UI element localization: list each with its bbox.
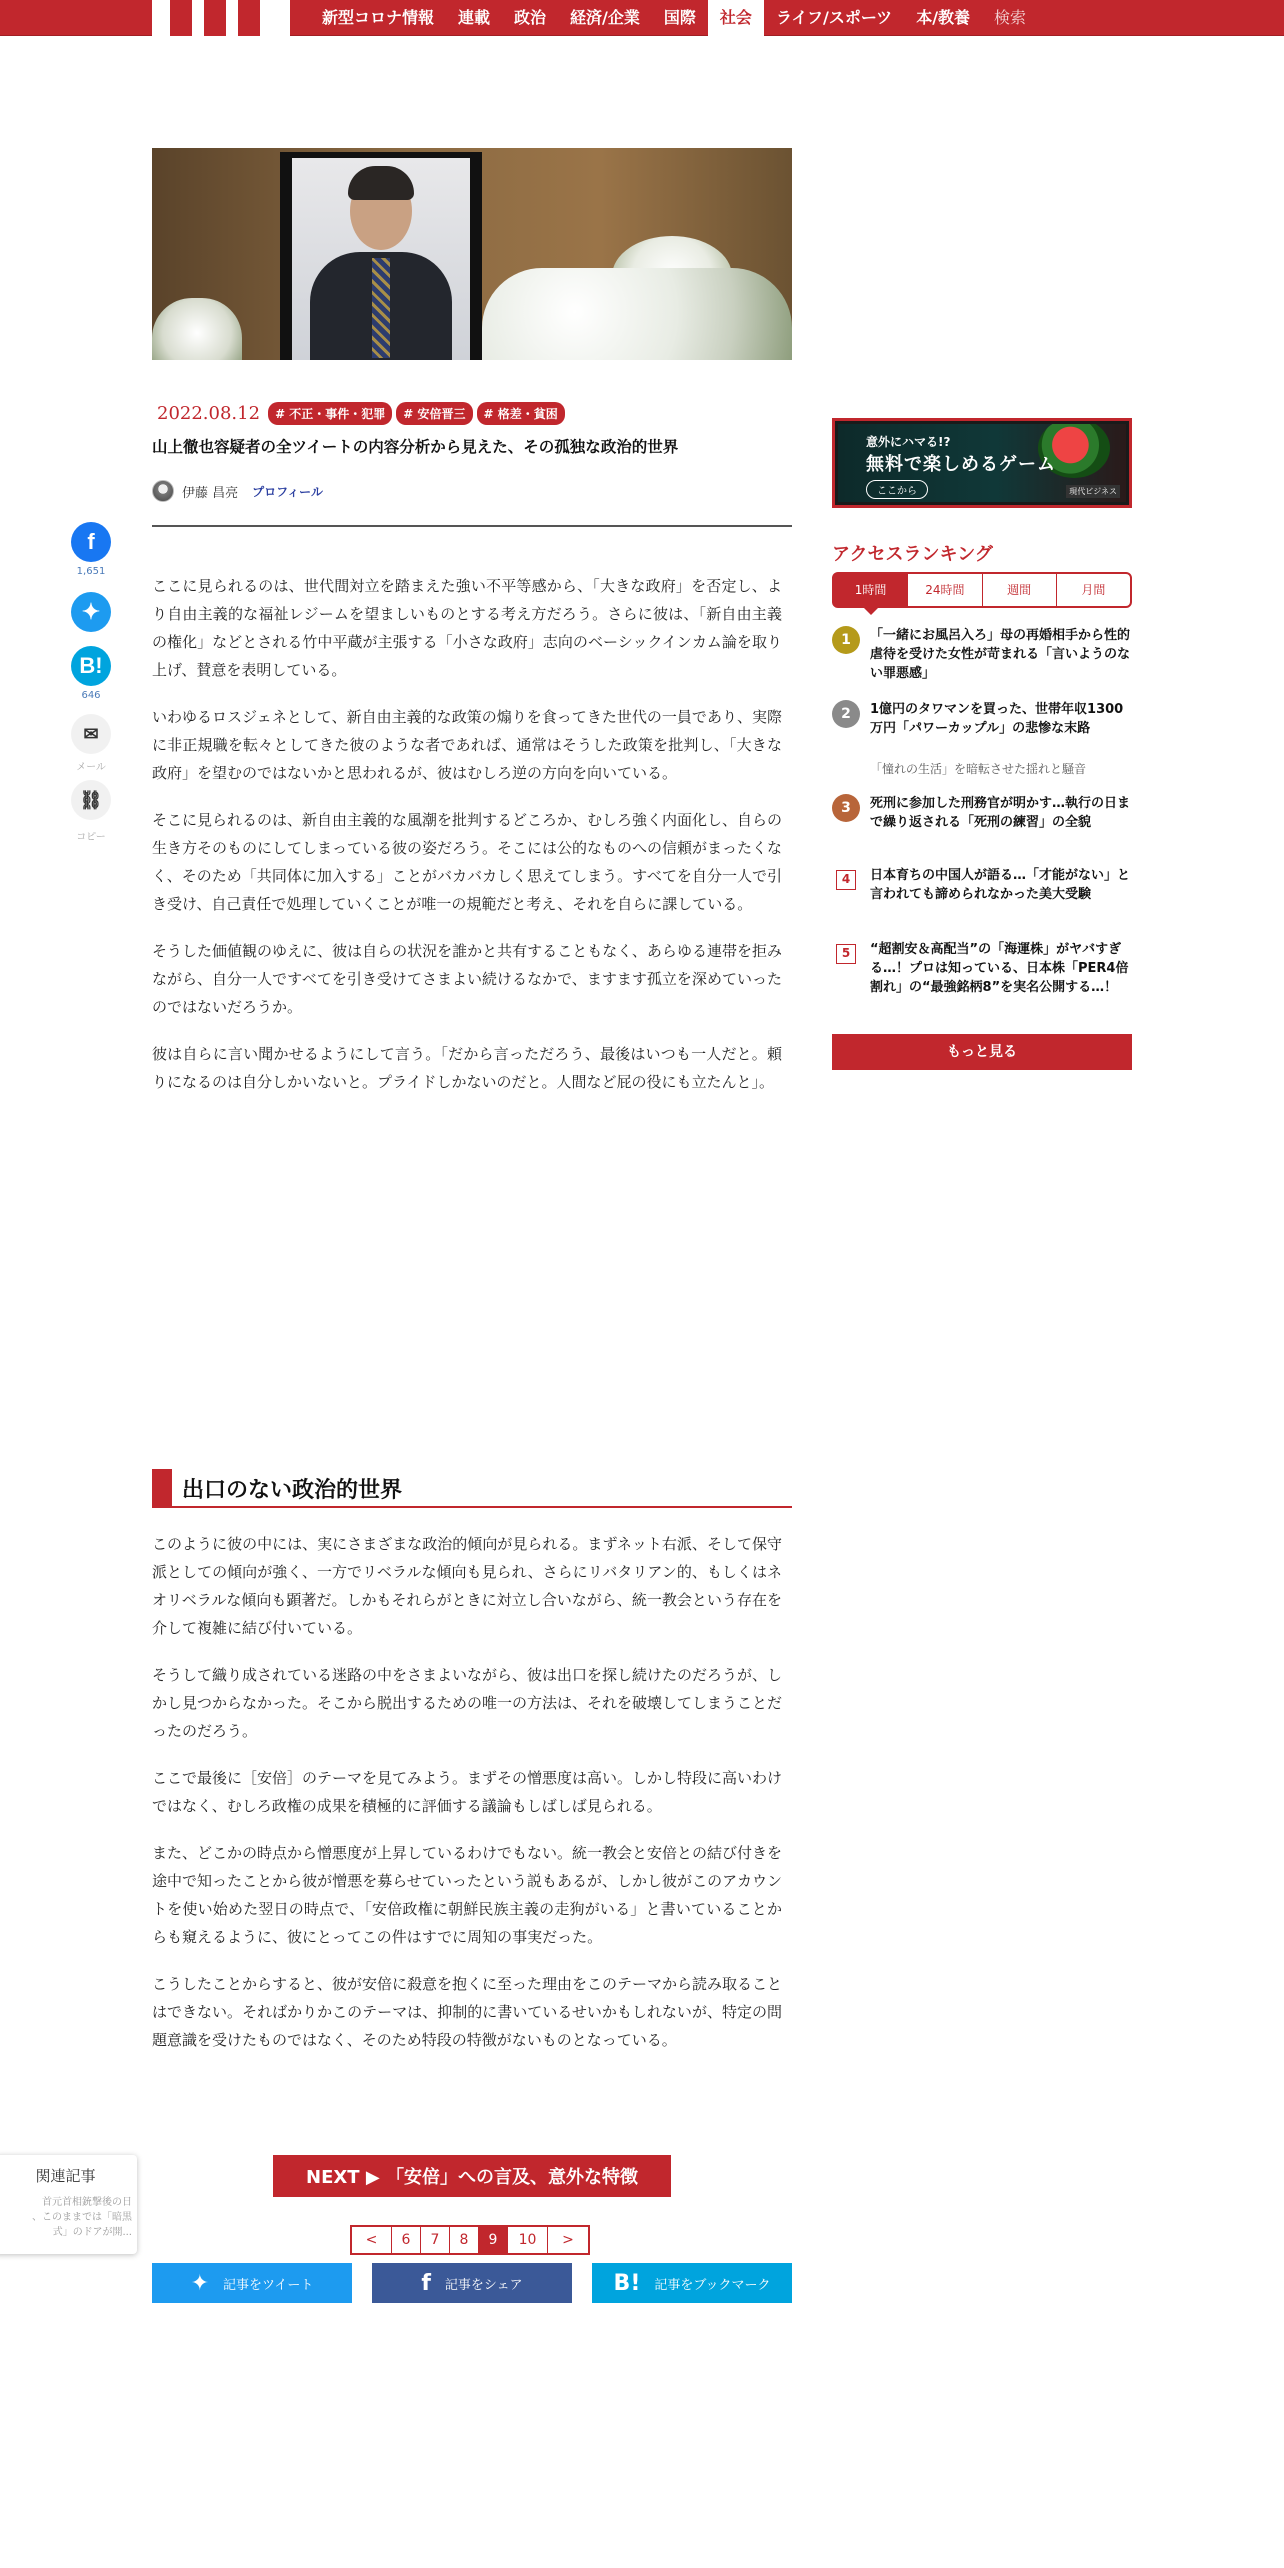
nav-search[interactable]: 検索 — [994, 8, 1027, 27]
ranking-title: アクセスランキング — [832, 544, 993, 565]
sidebar-ad[interactable] — [832, 418, 1132, 508]
facebook-icon: f — [421, 2270, 431, 2296]
twitter-icon: ✦ — [190, 2270, 210, 2296]
rank-badge: 5 — [836, 944, 856, 964]
rank-badge: 1 — [832, 626, 860, 654]
paragraph: いわゆるロスジェネとして、新自由主義的な政策の煽りを食ってきた世代の一員であり、実際に非正規職を転々としてきた彼のような者であれば、通常はそうした政策を批判し、「大きな政府」を望むのではないかと思われるが、彼はむしろ逆の方向を向いている。 — [152, 708, 782, 782]
paragraph: そうして織り成されている迷路の中をさまよいながら、彼は出口を探し続けたのだろうが、しかし見つからなかった。そこから脱出するための唯一の方法は、それを破壊してしまうことだったのだろう。 — [152, 1666, 783, 1740]
related-articles-popup[interactable] — [0, 2155, 137, 2254]
nav-item-covid[interactable]: 新型コロナ情報 — [322, 8, 435, 27]
ranking-subtitle: 「憧れの生活」を暗転させた揺れと騒音 — [870, 762, 1087, 776]
paragraph: ここに見られるのは、世代間対立を踏まえた強い不平等感から、「大きな政府」を否定し、より自由主義的な福祉レジームを望ましいものとする考え方だろう。さらに彼は、「新自由主義の権化」などとされる竹中平蔵が主張する「小さな政府」志向のベーシックインカム論を取り上げ、賛意を表明している。 — [152, 577, 782, 679]
tag-abe[interactable]: # 安倍晋三 — [396, 402, 472, 425]
tab-24hours[interactable]: 24時間 — [908, 574, 982, 606]
page-link[interactable]: 6 — [392, 2227, 421, 2253]
prev-page-button[interactable]: < — [352, 2227, 392, 2253]
nav-item-economy[interactable]: 経済/企業 — [570, 8, 640, 27]
hatena-bookmark-icon[interactable]: B! — [71, 646, 111, 686]
profile-link[interactable]: プロフィール — [252, 484, 323, 499]
paragraph: そこに見られるのは、新自由主義的な風潮を批判するどころか、むしろ強く内面化し、自らの生き方そのものにしてしまっている彼の姿だろう。そこには公的なものへの信頼がまったくなく、そのため「共同体に加入する」ことがバカバカしく思えてしまう。すべてを自分一人で引き受け、自己責任で処理していくことが唯一の規範だと考え、それを自らに課している。 — [152, 811, 783, 913]
tag-crime[interactable]: # 不正・事件・犯罪 — [268, 402, 392, 425]
paragraph: このように彼の中には、実にさまざまな政治的傾向が見られる。まずネット右派、そして保守派としての傾向が強く、一方でリベラルな傾向も見られ、さらにリバタリアン的、もしくはネオリベラルな傾向も顕著だ。しかもそれらがときに対立し合いながら、統一教会という存在を介して複雑に結び付いている。 — [152, 1535, 782, 1637]
tweet-article-button[interactable] — [152, 2263, 352, 2303]
related-snippet: 首元首相銃撃後の日 、このままでは「暗黒 式」のドアが開... — [32, 2197, 132, 2238]
author-name[interactable]: 伊藤 昌亮 — [182, 485, 239, 501]
tweet-label: 記事をツイート — [223, 2277, 314, 2293]
copy-label: コピー — [76, 832, 106, 843]
copy-link-icon[interactable]: ⛓ — [71, 780, 111, 820]
hatena-count: 646 — [81, 690, 101, 701]
bookmark-label: 記事をブックマーク — [654, 2277, 771, 2293]
tab-monthly[interactable]: 月間 — [1081, 583, 1106, 597]
paragraph: そうした価値観のゆえに、彼は自らの状況を誰かと共有することもなく、あらゆる連帯を拒みながら、自分一人ですべてを引き受けてさまよい続けるなかで、ますます孤立を深めていったのではないだろうか。 — [152, 942, 782, 1016]
ranking-title-text: 「一緒にお風呂入ろ」母の再婚相手から性的虐待を受けた女性が苛まれる「言いようのない罪悪感」 — [870, 628, 1131, 681]
nav-item-international[interactable]: 国際 — [663, 8, 696, 27]
ranking-title-text: “超割安＆高配当”の「海運株」がヤバすぎる…！プロは知っている、日本株「PER4倍割れ」の“最強銘柄8”を実名公開する…！ — [870, 942, 1129, 995]
ad-badge: 現代ビジネス — [1066, 485, 1120, 498]
article-body-1 — [152, 572, 782, 1115]
next-page-arrow[interactable]: > — [562, 2232, 574, 2248]
hatena-icon: B! — [613, 2270, 641, 2296]
ranking-tabs — [832, 572, 1132, 608]
twitter-share-icon[interactable]: ✦ — [71, 592, 111, 632]
hero-image — [152, 148, 792, 360]
more-ranking-button[interactable]: もっと見る — [832, 1034, 1132, 1070]
pagination — [350, 2225, 590, 2255]
bookmark-article-button[interactable] — [592, 2263, 792, 2303]
nav-item-series[interactable]: 連載 — [458, 8, 491, 27]
tab-1hour[interactable]: 1時間 — [834, 574, 908, 606]
paragraph: こうしたことからすると、彼が安倍に殺意を抱くに至った理由をこのテーマから読み取ることはできない。そればかりかこのテーマは、抑制的に書いているせいかもしれないが、特定の問題意識を受けたものではなく、そのため特段の特徴がないものとなっている。 — [152, 1975, 783, 2049]
related-title: 関連記事 — [35, 2167, 96, 2185]
rank-badge: 3 — [832, 794, 860, 822]
divider — [152, 525, 792, 527]
mail-icon[interactable]: ✉ — [71, 714, 111, 754]
paragraph: ここで最後に［安倍］のテーマを見てみよう。まずその憎悪度は高い。しかし特段に高いわけではなく、むしろ政権の成果を積極的に評価する議論もしばしば見られる。 — [152, 1769, 783, 1815]
tag-poverty[interactable]: # 格差・貧困 — [477, 402, 565, 425]
mail-label: メール — [76, 762, 106, 773]
paragraph: 彼は自らに言い聞かせるようにして言う。「だから言っただろう、最後はいつも一人だと。頼りになるのは自分しかいないと。プライドしかないのだと。人間など屁の役にも立たんと」。 — [152, 1045, 782, 1091]
facebook-count: 1,651 — [76, 566, 106, 577]
current-page: 9 — [479, 2227, 508, 2253]
ranking-title-text: 死刑に参加した刑務官が明かす…執行の日まで繰り返される「死刑の練習」の全貌 — [870, 796, 1131, 830]
article-title: 山上徹也容疑者の全ツイートの内容分析から見えた、その孤独な政治的世界 — [152, 438, 679, 456]
rank-badge: 4 — [836, 870, 856, 890]
nav-item-life-sports[interactable]: ライフ/スポーツ — [775, 8, 893, 27]
ad-button[interactable]: ここから — [866, 480, 928, 499]
nav-menu — [310, 0, 1038, 36]
page-link[interactable]: 8 — [450, 2227, 479, 2253]
site-logo[interactable] — [152, 0, 290, 36]
nav-item-politics[interactable]: 政治 — [514, 8, 547, 27]
ad-line-2: 無料で楽しめるゲーム — [866, 454, 1056, 475]
nav-item-books[interactable]: 本/教養 — [916, 8, 971, 27]
next-page-button[interactable]: NEXT ▶ 「安倍」への言及、意外な特徴 — [273, 2155, 671, 2197]
global-nav — [0, 0, 1284, 36]
facebook-share-icon[interactable]: f — [71, 522, 111, 562]
article-meta — [157, 402, 565, 425]
paragraph: また、どこかの時点から憎悪度が上昇しているわけでもない。統一教会と安倍との結び付きを途中で知ったことから彼が憎悪を募らせていったという説もあるが、しかし彼がこのアカウントを使い始めた翌日の時点で、「安倍政権に朝鮮民族主義の走狗がいる」と書いていることからも窺えるように、彼にとってこの件はすでに周知の事実だった。 — [152, 1844, 783, 1946]
nav-item-society[interactable]: 社会 — [708, 0, 764, 36]
rank-badge: 2 — [832, 700, 860, 728]
page-link[interactable]: 10 — [508, 2227, 548, 2253]
section-heading-text: 出口のない政治的世界 — [182, 1477, 403, 1503]
article-body-2 — [152, 1530, 782, 2073]
share-article-button[interactable] — [372, 2263, 572, 2303]
ad-line-1: 意外にハマる!? — [866, 435, 951, 449]
author-line — [152, 480, 323, 502]
ranking-title-text: 日本育ちの中国人が語る…「才能がない」と言われても諦められなかった美大受験 — [870, 868, 1131, 902]
section-heading — [152, 1470, 792, 1508]
tab-weekly[interactable]: 週間 — [983, 574, 1057, 606]
article-date: 2022.08.12 — [157, 403, 261, 424]
author-avatar — [152, 480, 174, 502]
ranking-title-text: 1億円のタワマンを買った、世帯年収1300万円「パワーカップル」の悲惨な末路 — [870, 702, 1124, 736]
page-link[interactable]: 7 — [421, 2227, 450, 2253]
fb-label: 記事をシェア — [444, 2277, 523, 2293]
